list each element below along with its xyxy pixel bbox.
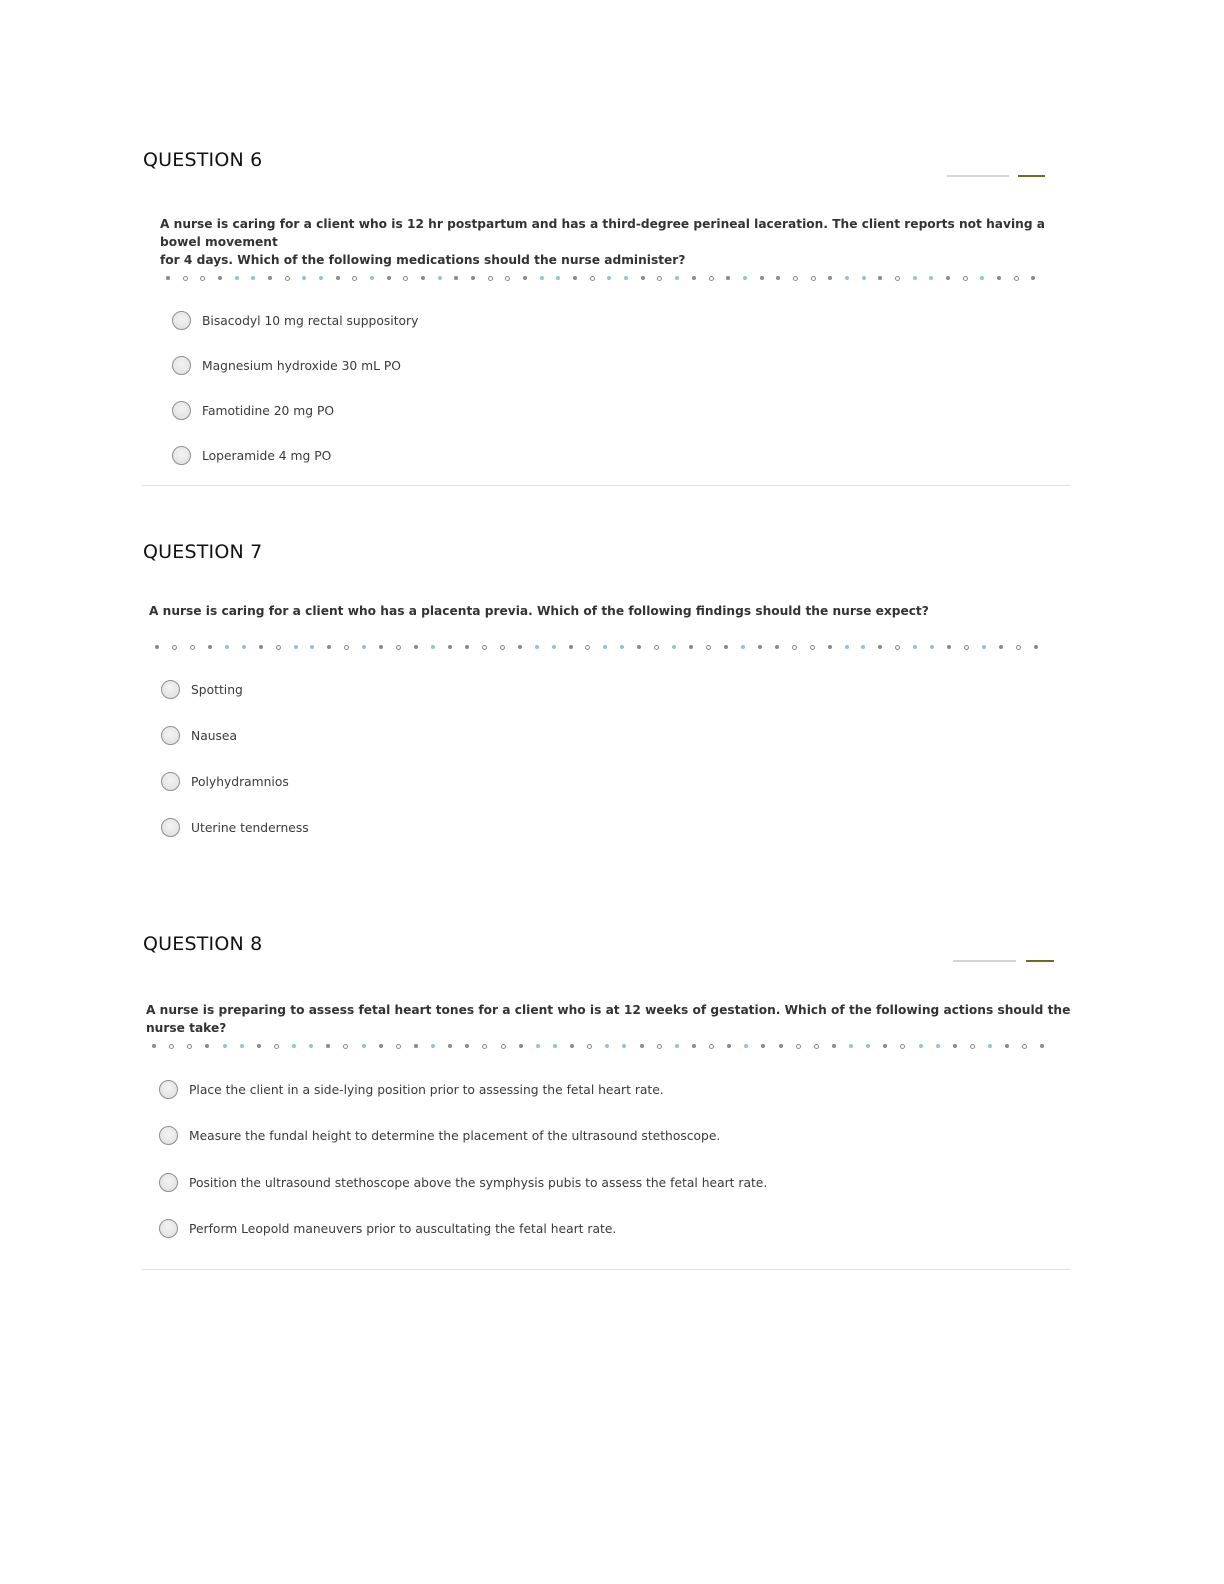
divider-dot [190,645,195,650]
divider-dot [344,645,349,650]
question-8-option-4[interactable] [159,1219,616,1238]
divider-dot [535,645,539,649]
divider-dot [172,645,177,650]
radio-button[interactable] [159,1126,178,1145]
divider-dot [438,276,442,280]
option-label: Bisacodyl 10 mg rectal suppository [202,313,419,328]
option-label: Uterine tenderness [191,820,309,835]
divider-dot [370,276,374,280]
points-bar-gray [947,175,1009,177]
divider-dot [861,645,865,649]
divider-dot [540,276,544,280]
divider-dot [964,645,969,650]
question-7-option-2[interactable] [161,726,237,745]
divider-dot [1022,1044,1027,1049]
option-label: Magnesium hydroxide 30 mL PO [202,358,401,373]
radio-button[interactable] [159,1219,178,1238]
divider-dot [810,645,815,650]
question-6-option-1[interactable] [172,311,418,330]
question-separator [142,1269,1070,1270]
divider-dot [999,645,1003,649]
question-8-title: QUESTION 8 [143,933,263,955]
divider-dot [883,1044,887,1048]
divider-dot [309,1044,313,1048]
divider-dot [488,276,493,281]
divider-dot [675,276,679,280]
divider-dot [471,276,475,280]
option-label: Nausea [191,728,238,743]
divider-dot [518,645,522,649]
option-label: Spotting [191,682,243,697]
divider-dot [379,1044,383,1048]
divider-dot [200,276,205,281]
divider-dot [953,1044,957,1048]
divider-dot [605,1044,609,1048]
divider-dot [1016,645,1021,650]
divider-dot [573,276,577,280]
divider-dot [379,645,383,649]
divider-dot [205,1044,209,1048]
divider-dot [779,1044,783,1048]
divider-dot [285,276,290,281]
divider-dot [169,1044,174,1049]
divider-dot [223,1044,227,1048]
radio-button[interactable] [161,818,180,837]
divider-dot [878,645,882,649]
radio-button[interactable] [159,1173,178,1192]
divider-dot [500,645,505,650]
divider-dot [946,276,950,280]
divider-dot [362,645,366,649]
divider-dot [235,276,239,280]
divider-dot [657,276,662,281]
divider-dot [761,1044,765,1048]
divider-dot [421,276,425,280]
divider-dot [692,276,696,280]
divider-dot [482,645,487,650]
divider-dot [727,1044,731,1048]
divider-dot [620,645,624,649]
divider-dot [396,1044,401,1049]
divider-dot [187,1044,192,1049]
divider-dot [155,645,159,649]
divider-dot [641,276,645,280]
divider-dot [895,276,900,281]
divider-dot [709,1044,714,1049]
divider-dot [963,276,968,281]
divider-dot [257,1044,261,1048]
divider-dot [709,276,714,281]
divider-dot [570,1044,574,1048]
divider-dot [319,276,323,280]
divider-dot [758,645,762,649]
divider-dot [505,276,510,281]
divider-dot [657,1044,662,1049]
divider-dot [448,1044,452,1048]
divider-dot [706,645,711,650]
divider-dot [624,276,628,280]
divider-dot [724,645,728,649]
option-label: Loperamide 4 mg PO [202,448,332,463]
divider-dot [536,1044,540,1048]
question-7-option-4[interactable] [161,818,309,837]
divider-dot [947,645,951,649]
divider-dot [403,276,408,281]
divider-dot [1005,1044,1009,1048]
divider-dot [218,276,222,280]
divider-dot [274,1044,279,1049]
divider-dot [1014,276,1019,281]
divider-dot [242,645,246,649]
option-label: Polyhydramnios [191,774,289,789]
divider-dot [569,645,573,649]
question-7-option-1[interactable] [161,680,243,699]
question-6-title: QUESTION 6 [143,149,263,171]
divider-dot [936,1044,940,1048]
divider-dot [814,1044,819,1049]
divider-dot [183,276,188,281]
divider-dot [726,276,730,280]
divider-dot [919,1044,923,1048]
divider-dot [414,645,418,649]
divider-dot [552,645,556,649]
points-bar-olive [1018,175,1045,177]
radio-button[interactable] [172,446,191,465]
divider-dot [878,276,882,280]
divider-dot [689,645,693,649]
divider-dot [692,1044,696,1048]
radio-button[interactable] [161,726,180,745]
divider-dot [553,1044,557,1048]
question-7-option-3[interactable] [161,772,289,791]
divider-dot [166,276,170,280]
divider-dot [1031,276,1035,280]
divider-dot [362,1044,366,1048]
divider-dot [310,645,314,649]
question-7-divider-dots [155,644,1038,650]
divider-dot [654,645,659,650]
radio-button[interactable] [172,311,191,330]
question-6-divider-dots [166,275,1036,281]
divider-dot [208,645,212,649]
divider-dot [302,276,306,280]
divider-dot [845,645,849,649]
divider-dot [352,276,357,281]
divider-dot [1034,645,1038,649]
divider-dot [431,645,435,649]
divider-dot [482,1044,487,1049]
question-8-option-2[interactable] [159,1126,720,1145]
divider-dot [431,1044,435,1048]
divider-dot [832,1044,836,1048]
divider-dot [327,645,331,649]
divider-dot [603,645,607,649]
divider-dot [556,276,560,280]
question-8-option-3[interactable] [159,1173,767,1192]
points-bar-olive [1026,960,1054,962]
divider-dot [414,1044,418,1048]
divider-dot [672,645,676,649]
divider-dot [1040,1044,1044,1048]
divider-dot [251,276,255,280]
divider-dot [294,645,298,649]
divider-dot [501,1044,506,1049]
divider-dot [741,645,745,649]
divider-dot [980,276,984,280]
question-8-option-1[interactable] [159,1080,664,1099]
option-label: Measure the fundal height to determine the placement of the ultrasound stethoscope. [189,1128,721,1143]
points-bar-gray [953,960,1016,962]
question-6-text: A nurse is caring for a client who is 12 hr postpartum and has a third-degree perineal laceration. The client reports not having a bowel movement for 4 days. Which of the following medications should the nurse administer? [160,217,1046,267]
divider-dot [396,645,401,650]
divider-dot [744,1044,748,1048]
divider-dot [988,1044,992,1048]
divider-dot [343,1044,348,1049]
divider-dot [760,276,764,280]
divider-dot [775,645,779,649]
divider-dot [465,645,469,649]
divider-dot [982,645,986,649]
divider-dot [454,276,458,280]
divider-dot [465,1044,469,1048]
option-label: Famotidine 20 mg PO [202,403,335,418]
divider-dot [523,276,527,280]
divider-dot [828,276,832,280]
divider-dot [240,1044,244,1048]
radio-button[interactable] [172,401,191,420]
divider-dot [585,645,590,650]
option-label: Perform Leopold maneuvers prior to auscultating the fetal heart rate. [189,1221,617,1236]
divider-dot [792,645,797,650]
question-6-option-2[interactable] [172,356,401,375]
divider-dot [276,645,281,650]
divider-dot [862,276,866,280]
divider-dot [387,276,391,280]
divider-dot [590,276,595,281]
radio-button[interactable] [159,1080,178,1099]
divider-dot [970,1044,975,1049]
question-7-title: QUESTION 7 [143,541,263,563]
divider-dot [675,1044,679,1048]
divider-dot [796,1044,801,1049]
question-separator [142,485,1070,486]
divider-dot [622,1044,626,1048]
divider-dot [268,276,272,280]
divider-dot [930,645,934,649]
divider-dot [776,276,780,280]
divider-dot [845,276,849,280]
radio-button[interactable] [161,680,180,699]
divider-dot [811,276,816,281]
divider-dot [225,645,229,649]
divider-dot [326,1044,330,1048]
divider-dot [793,276,798,281]
divider-dot [637,645,641,649]
divider-dot [913,645,917,649]
divider-dot [259,645,263,649]
divider-dot [743,276,747,280]
divider-dot [929,276,933,280]
question-8-divider-dots [152,1043,1045,1049]
divider-dot [849,1044,853,1048]
question-7-text: A nurse is caring for a client who has a placenta previa. Which of the following findings should the nurse expect? [149,604,929,618]
divider-dot [900,1044,905,1049]
question-6-option-4[interactable] [172,446,331,465]
radio-button[interactable] [161,772,180,791]
divider-dot [828,645,832,649]
divider-dot [519,1044,523,1048]
divider-dot [895,645,900,650]
radio-button[interactable] [172,356,191,375]
option-label: Position the ultrasound stethoscope above the symphysis pubis to assess the fetal heart rate. [189,1175,768,1190]
option-label: Place the client in a side-lying position prior to assessing the fetal heart rate. [189,1082,664,1097]
divider-dot [913,276,917,280]
question-8-text: A nurse is preparing to assess fetal heart tones for a client who is at 12 weeks of gestation. Which of the following actions should the nurse take? [146,1003,1071,1035]
divider-dot [587,1044,592,1049]
divider-dot [997,276,1001,280]
divider-dot [607,276,611,280]
divider-dot [292,1044,296,1048]
divider-dot [336,276,340,280]
divider-dot [640,1044,644,1048]
question-6-option-3[interactable] [172,401,334,420]
divider-dot [866,1044,870,1048]
divider-dot [152,1044,156,1048]
divider-dot [448,645,452,649]
